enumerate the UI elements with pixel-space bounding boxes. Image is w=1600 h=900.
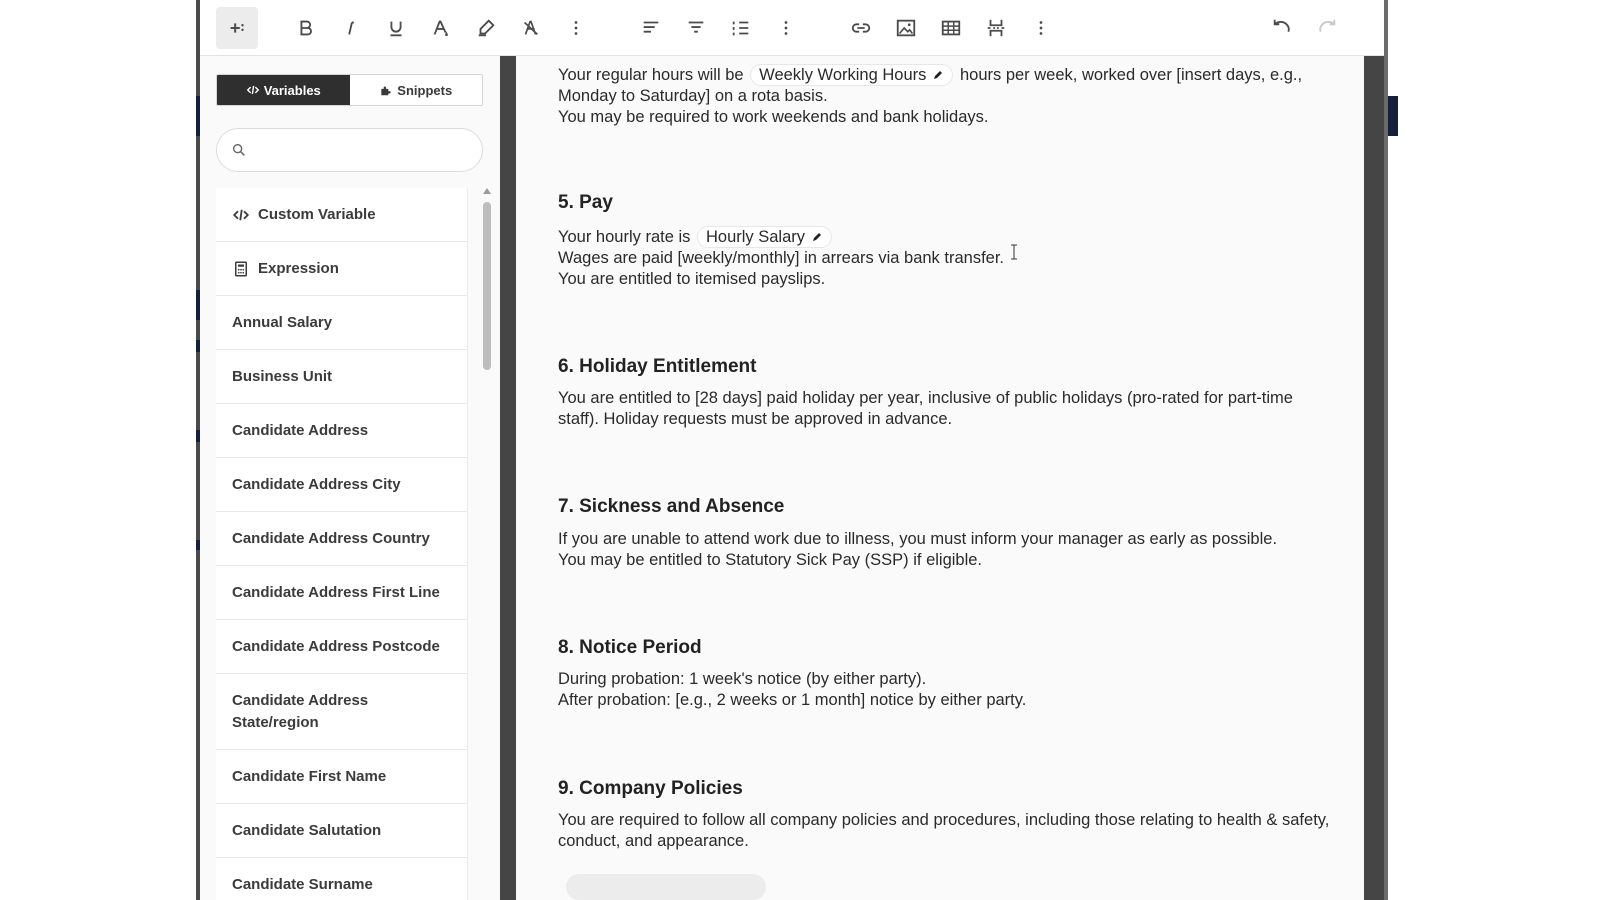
document-page[interactable] xyxy=(516,56,1364,900)
more-insert-button[interactable] xyxy=(1023,10,1059,46)
sidebar-item-candidate-address-first-line[interactable] xyxy=(216,566,468,620)
sidebar-item-label: Candidate Address First Line xyxy=(232,583,440,601)
redo-icon xyxy=(1316,17,1338,39)
variables-sidebar xyxy=(200,56,500,900)
more-vertical-icon xyxy=(1030,17,1052,39)
undo-icon xyxy=(1271,17,1293,39)
sidebar-item-label: Candidate Surname xyxy=(232,875,373,893)
search-icon xyxy=(231,142,247,158)
page-margin-right xyxy=(1364,56,1384,900)
notice-after-text: After probation: [e.g., 2 weeks or 1 month] notice by either party. xyxy=(558,690,1027,709)
sidebar-scrollbar[interactable] xyxy=(482,188,492,900)
more-format-button[interactable] xyxy=(558,10,594,46)
image-icon xyxy=(895,17,917,39)
editor-window xyxy=(200,0,1384,900)
sickness-text: If you are unable to attend work due to illness, you must inform your manager as early as possible. xyxy=(558,530,1278,548)
text-color-button[interactable] xyxy=(423,10,459,46)
notice-probation-text: During probation: 1 week's notice (by either party). xyxy=(558,670,927,688)
sidebar-item-label: Candidate Address State/region xyxy=(232,691,369,731)
variable-list xyxy=(216,188,468,900)
add-block-button[interactable] xyxy=(216,7,258,49)
pay-text: Your hourly rate is xyxy=(558,228,691,246)
sidebar-tabs xyxy=(216,74,483,106)
sidebar-item-candidate-address-state-region[interactable] xyxy=(216,674,468,750)
variable-chip-weekly-working-hours[interactable] xyxy=(750,64,953,86)
editor-toolbar xyxy=(200,0,1384,56)
bold-button[interactable] xyxy=(288,10,324,46)
background-window-band xyxy=(1388,96,1398,136)
sidebar-item-candidate-address-city[interactable] xyxy=(216,458,468,512)
code-icon xyxy=(232,206,250,224)
variable-search[interactable] xyxy=(216,128,483,172)
notice-paragraph xyxy=(558,669,1338,710)
sidebar-item-label: Candidate Address xyxy=(232,421,369,439)
align-left-button[interactable] xyxy=(633,10,669,46)
text-color-icon xyxy=(430,17,452,39)
sidebar-item-label: Candidate First Name xyxy=(232,767,387,785)
sidebar-item-candidate-address[interactable] xyxy=(216,404,468,458)
align-center-button[interactable] xyxy=(678,10,714,46)
more-paragraph-button[interactable] xyxy=(768,10,804,46)
page-break-button[interactable] xyxy=(978,10,1014,46)
more-vertical-icon xyxy=(565,17,587,39)
hours-text-after: hours per week, worked over [insert days, e.g., Monday to Saturday] on a rota basis. xyxy=(558,66,1303,105)
variable-chip-hourly-salary[interactable] xyxy=(697,226,832,248)
search-input[interactable] xyxy=(255,142,475,158)
section-heading-pay: 5. Pay xyxy=(558,192,613,213)
sidebar-item-label: Annual Salary xyxy=(232,313,333,331)
pay-payslips-text: You are entitled to itemised payslips. xyxy=(558,269,826,288)
sidebar-item-label: Expression xyxy=(258,259,339,277)
sidebar-item-annual-salary[interactable] xyxy=(216,296,468,350)
plus-icon xyxy=(226,17,248,39)
pencil-icon[interactable] xyxy=(811,231,823,243)
policies-paragraph: You are required to follow all company policies and procedures, including those relating to health & safety, conduct, and appearance. xyxy=(558,811,1330,850)
clear-format-button[interactable] xyxy=(513,10,549,46)
image-button[interactable] xyxy=(888,10,924,46)
text-cursor-icon xyxy=(1010,244,1018,260)
undo-button[interactable] xyxy=(1264,10,1300,46)
italic-icon xyxy=(340,17,362,39)
highlight-button[interactable] xyxy=(468,10,504,46)
tab-variables[interactable] xyxy=(217,75,350,105)
code-icon xyxy=(246,83,260,97)
table-icon xyxy=(940,17,962,39)
pencil-icon[interactable] xyxy=(932,69,944,81)
hours-weekends-text: You may be required to work weekends and bank holidays. xyxy=(558,107,989,126)
section-heading-holiday: 6. Holiday Entitlement xyxy=(558,356,757,377)
sidebar-item-candidate-salutation[interactable] xyxy=(216,804,468,858)
tab-label: Snippets xyxy=(397,82,453,98)
sidebar-item-candidate-first-name[interactable] xyxy=(216,750,468,804)
table-button[interactable] xyxy=(933,10,969,46)
panel-divider xyxy=(500,56,516,900)
sickness-ssp-text: You may be entitled to Statutory Sick Pay (SSP) if eligible. xyxy=(558,550,983,569)
sidebar-item-candidate-address-postcode[interactable] xyxy=(216,620,468,674)
underline-button[interactable] xyxy=(378,10,414,46)
sidebar-item-label: Candidate Address Postcode xyxy=(232,637,440,655)
italic-button[interactable] xyxy=(333,10,369,46)
pay-wages-text: Wages are paid [weekly/monthly] in arrears via bank transfer. xyxy=(558,249,1005,267)
align-center-icon xyxy=(685,17,707,39)
tab-label: Variables xyxy=(263,82,321,98)
hours-paragraph xyxy=(558,64,1338,127)
variable-chip-partial[interactable] xyxy=(566,874,766,900)
link-icon xyxy=(850,17,872,39)
calculator-icon xyxy=(232,260,250,278)
redo-button[interactable] xyxy=(1309,10,1345,46)
underline-icon xyxy=(385,17,407,39)
scroll-up-icon[interactable] xyxy=(483,188,491,194)
sidebar-item-candidate-address-country[interactable] xyxy=(216,512,468,566)
sidebar-item-label: Candidate Address City xyxy=(232,475,401,493)
section-heading-sickness: 7. Sickness and Absence xyxy=(558,496,785,517)
link-button[interactable] xyxy=(843,10,879,46)
more-vertical-icon xyxy=(775,17,797,39)
highlighter-icon xyxy=(475,17,497,39)
sidebar-item-business-unit[interactable] xyxy=(216,350,468,404)
sidebar-item-candidate-surname[interactable] xyxy=(216,858,468,900)
sidebar-item-label: Candidate Salutation xyxy=(232,821,382,839)
ordered-list-button[interactable] xyxy=(723,10,759,46)
sickness-paragraph xyxy=(558,529,1338,570)
align-left-icon xyxy=(640,17,662,39)
bold-icon xyxy=(295,17,317,39)
sidebar-item-label: Candidate Address Country xyxy=(232,529,430,547)
sidebar-item-expression[interactable] xyxy=(216,242,468,296)
chip-label: Hourly Salary xyxy=(705,228,806,246)
puzzle-icon xyxy=(379,83,393,97)
holiday-paragraph: You are entitled to [28 days] paid holiday per year, inclusive of public holidays (pro-rated for part-time staff). Holiday requests must be approved in advance. xyxy=(558,389,1293,428)
page-break-icon xyxy=(985,17,1007,39)
hours-text: Your regular hours will be xyxy=(558,66,744,84)
sidebar-item-custom-variable[interactable] xyxy=(216,188,468,242)
sidebar-item-label: Business Unit xyxy=(232,367,333,385)
sidebar-item-label: Custom Variable xyxy=(258,205,376,223)
clear-format-icon xyxy=(520,17,542,39)
pay-paragraph xyxy=(558,226,1338,289)
scrollbar-thumb[interactable] xyxy=(483,202,491,370)
chip-label: Weekly Working Hours xyxy=(759,66,927,84)
section-heading-policies: 9. Company Policies xyxy=(558,778,743,799)
tab-snippets[interactable] xyxy=(350,75,483,105)
section-heading-notice: 8. Notice Period xyxy=(558,637,702,658)
ordered-list-icon xyxy=(730,17,752,39)
